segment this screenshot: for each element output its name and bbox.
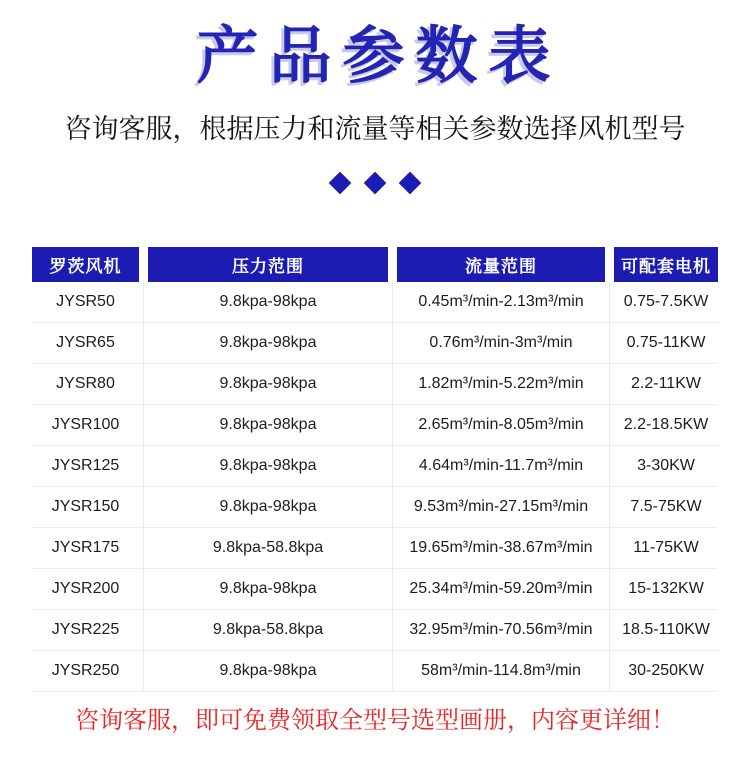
table-header-row — [32, 247, 718, 282]
cell-model: JYSR150 — [51, 498, 120, 515]
table-row — [32, 610, 718, 651]
cell-model: JYSR100 — [51, 416, 120, 433]
table-row — [32, 569, 718, 610]
cell-flow: 4.64m³/min-11.7m³/min — [397, 446, 605, 486]
cell-pressure: 9.8kpa-98kpa — [148, 569, 388, 609]
cell-flow: 25.34m³/min-59.20m³/min — [397, 569, 605, 609]
cell-pressure: 9.8kpa-98kpa — [148, 446, 388, 486]
table-row — [32, 323, 718, 364]
cell-model: JYSR125 — [51, 457, 120, 474]
cell-motor: 11-75KW — [614, 528, 718, 568]
cell-pressure: 9.8kpa-98kpa — [148, 364, 388, 404]
table-row — [32, 405, 718, 446]
cell-motor: 2.2-18.5KW — [614, 405, 718, 445]
cell-model: JYSR50 — [56, 293, 115, 310]
cell-motor: 2.2-11KW — [614, 364, 718, 404]
table-row — [32, 651, 718, 692]
cell-model: JYSR200 — [51, 580, 120, 597]
cell-pressure: 9.8kpa-98kpa — [148, 323, 388, 363]
table-row — [32, 364, 718, 405]
cell-motor: 0.75-7.5KW — [614, 282, 718, 322]
table-row — [32, 528, 718, 569]
cell-flow: 32.95m³/min-70.56m³/min — [397, 610, 605, 650]
cell-pressure: 9.8kpa-98kpa — [148, 282, 388, 322]
cell-motor: 3-30KW — [614, 446, 718, 486]
cell-motor: 30-250KW — [614, 651, 718, 691]
cell-pressure: 9.8kpa-98kpa — [148, 405, 388, 445]
cell-flow: 0.45m³/min-2.13m³/min — [397, 282, 605, 322]
parameter-table — [32, 247, 718, 692]
footer-note: 咨询客服，即可免费领取全型号选型画册，内容更详细！ — [75, 707, 675, 734]
cell-motor: 18.5-110KW — [614, 610, 718, 650]
cell-pressure: 9.8kpa-58.8kpa — [148, 610, 388, 650]
cell-model: JYSR250 — [51, 662, 120, 679]
cell-flow: 0.76m³/min-3m³/min — [397, 323, 605, 363]
cell-flow: 1.82m³/min-5.22m³/min — [397, 364, 605, 404]
header-flow: 流量范围 — [397, 247, 605, 282]
cell-model: JYSR175 — [51, 539, 120, 556]
cell-pressure: 9.8kpa-58.8kpa — [148, 528, 388, 568]
table-row — [32, 446, 718, 487]
page-subtitle: 咨询客服，根据压力和流量等相关参数选择风机型号 — [64, 114, 686, 144]
diamond-icon — [399, 171, 422, 194]
table-row — [32, 487, 718, 528]
diamond-icon — [329, 171, 352, 194]
diamond-icon — [364, 171, 387, 194]
cell-model: JYSR80 — [56, 375, 115, 392]
cell-model: JYSR225 — [51, 621, 120, 638]
cell-flow: 19.65m³/min-38.67m³/min — [397, 528, 605, 568]
diamond-divider — [0, 171, 750, 194]
cell-flow: 2.65m³/min-8.05m³/min — [397, 405, 605, 445]
table-row — [32, 282, 718, 323]
cell-pressure: 9.8kpa-98kpa — [148, 487, 388, 527]
cell-flow: 9.53m³/min-27.15m³/min — [397, 487, 605, 527]
cell-flow: 58m³/min-114.8m³/min — [397, 651, 605, 691]
cell-model: JYSR65 — [56, 334, 115, 351]
header-motor: 可配套电机 — [614, 247, 718, 282]
header-model: 罗茨风机 — [32, 247, 139, 282]
cell-motor: 15-132KW — [614, 569, 718, 609]
header-pressure: 压力范围 — [148, 247, 388, 282]
cell-motor: 0.75-11KW — [614, 323, 718, 363]
page-title: 产品参数表 — [196, 22, 562, 91]
cell-motor: 7.5-75KW — [614, 487, 718, 527]
cell-pressure: 9.8kpa-98kpa — [148, 651, 388, 691]
